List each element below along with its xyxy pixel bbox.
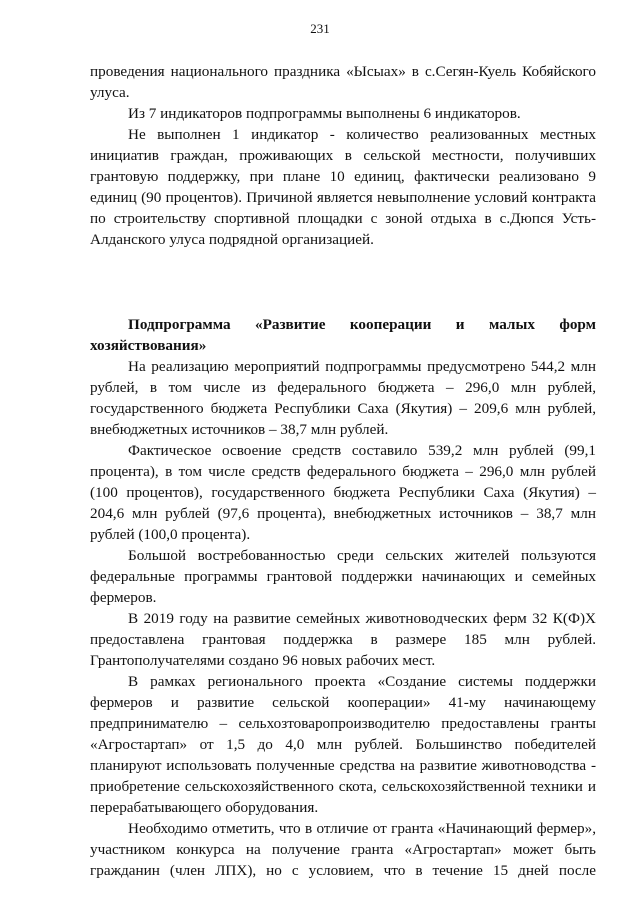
paragraph <box>90 103 596 124</box>
text-line: Фактическое освоение средств составило 539,2 млн рублей (99,1 <box>128 442 596 459</box>
section-cooperation-subprogram <box>90 314 596 881</box>
text-line: «Агростартап» от 1,5 до 4,0 млн рублей. Большинство победителей <box>90 736 596 753</box>
text-line: грантовую поддержку, при плане 10 единиц, фактически реализовано 9 <box>90 168 596 185</box>
text-line: приобретение сельскохозяйственного скота, сельскохозяйственной техники и <box>90 778 596 795</box>
text-line: фермеров. <box>90 589 157 606</box>
text-line: по строительству спортивной площадки с зоной отдыха в с.Дюпся Усть- <box>90 210 596 227</box>
page-number: 231 <box>310 21 330 36</box>
text-line: участником конкурса на получение гранта «Агростартап» может быть <box>90 841 596 858</box>
text-line: внебюджетных источников – 38,7 млн рублей. <box>90 421 389 438</box>
text-line: проведения национального праздника «Ысыах» в с.Сегян-Куель Кобяйского <box>90 63 596 80</box>
paragraph <box>90 608 596 671</box>
text-line: гражданин (член ЛПХ), но с условием, что в течение 15 дней после <box>90 862 596 879</box>
paragraph <box>90 356 596 440</box>
text-line: планируют использовать полученные средства на развитие животноводства - <box>90 757 596 774</box>
text-line: В рамках регионального проекта «Создание системы поддержки <box>128 673 596 690</box>
text-line: Большой востребованностью среди сельских жителей пользуются <box>128 547 596 564</box>
text-line: рублей, в том числе из федерального бюджета – 296,0 млн рублей, <box>90 379 596 396</box>
text-line: хозяйствования» <box>90 337 207 354</box>
text-line: рублей (100,0 процента). <box>90 526 251 543</box>
text-line: фермеров и развитие сельской кооперации» 41-му начинающему <box>90 694 596 711</box>
text-line: федеральные программы грантовой поддержки начинающих и семейных <box>90 568 596 585</box>
text-line: В 2019 году на развитие семейных животноводческих ферм 32 К(Ф)Х <box>128 610 596 627</box>
text-line: Необходимо отметить, что в отличие от гранта «Начинающий фермер», <box>128 820 596 837</box>
text-line: инициатив граждан, проживающих в сельской местности, получивших <box>90 147 596 164</box>
text-line: предоставлена грантовая поддержка в размере 185 млн рублей. <box>90 631 596 648</box>
text-line: (100 процентов), государственного бюджета Республики Саха (Якутия) – <box>90 484 596 501</box>
paragraph <box>90 61 596 103</box>
text-line: Не выполнен 1 индикатор - количество реализованных местных <box>128 126 596 143</box>
text-line: процента), в том числе средств федерального бюджета – 296,0 млн рублей <box>90 463 596 480</box>
paragraph <box>90 440 596 545</box>
paragraph <box>90 818 596 881</box>
text-line: предпринимателю – сельхозтоваропроизводителю предоставлены гранты <box>90 715 596 732</box>
paragraph <box>90 545 596 608</box>
text-line: единиц (90 процентов). Причиной является невыполнение условий контракта <box>90 189 596 206</box>
text-line: 204,6 млн рублей (97,6 процента), внебюджетных источников – 38,7 млн <box>90 505 596 522</box>
paragraph <box>90 671 596 818</box>
subprogram-heading <box>90 314 596 356</box>
text-line: На реализацию мероприятий подпрограммы предусмотрено 544,2 млн <box>128 358 596 375</box>
text-line: Из 7 индикаторов подпрограммы выполнены 6 индикаторов. <box>128 105 521 122</box>
text-line: улуса. <box>90 84 130 101</box>
text-line: государственного бюджета Республики Саха (Якутия) – 209,6 млн рублей, <box>90 400 596 417</box>
text-line: Подпрограмма «Развитие кооперации и малых форм <box>128 316 596 333</box>
section-previous-subprogram <box>90 61 596 250</box>
text-line: перерабатывающего оборудования. <box>90 799 319 816</box>
text-line: Грантополучателями создано 96 новых рабочих мест. <box>90 652 436 669</box>
text-line: Алданского улуса подрядной организацией. <box>90 231 374 248</box>
paragraph <box>90 124 596 250</box>
